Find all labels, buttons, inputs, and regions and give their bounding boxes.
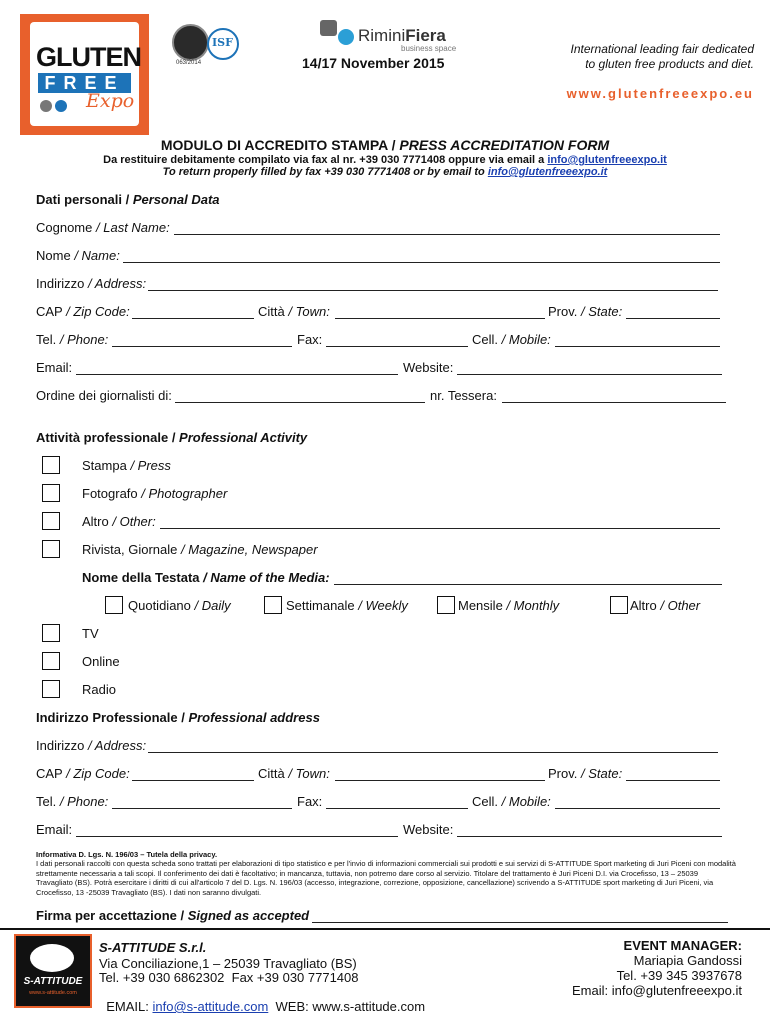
small-seal-icon (40, 100, 52, 112)
last-name-field[interactable] (174, 234, 720, 235)
event-date: 14/17 November 2015 (302, 55, 445, 71)
isf-mark-icon: ISF (207, 28, 239, 60)
pro-town-label: Città / Town: (258, 766, 330, 781)
pro-mobile-label: Cell. / Mobile: (472, 794, 551, 809)
gluten-free-expo-logo (20, 14, 149, 135)
fax-label: Fax: (297, 332, 323, 347)
order-field[interactable] (175, 402, 425, 403)
form-title: MODULO DI ACCREDITO STAMPA / PRESS ACCREDITATION FORM (160, 137, 610, 153)
footer-divider (0, 928, 770, 930)
tv-label: TV (82, 626, 99, 641)
website-field[interactable] (457, 374, 722, 375)
monthly-checkbox[interactable] (437, 596, 455, 614)
tagline-2: to gluten free products and diet. (585, 57, 754, 71)
town-label: Città / Town: (258, 304, 330, 319)
website-label: Website: (403, 360, 454, 375)
logo-line2: FREE (38, 73, 131, 93)
manager-tel: Tel. +39 345 3937678 (616, 968, 742, 983)
logo-line1: GLUTEN (36, 42, 141, 72)
pro-address-label: Indirizzo / Address: (36, 738, 147, 753)
media-name-field[interactable] (334, 584, 722, 585)
certification-seal-icon (172, 24, 209, 61)
activity-heading: Attività professionale / Professional Activity (36, 430, 308, 445)
monthly-label: Mensile / Monthly (458, 598, 560, 613)
media-name-label: Nome della Testata / Name of the Media: (82, 570, 330, 585)
s-attitude-logo-sub: www.s-attitude.com (29, 990, 77, 996)
instr-it-email-link[interactable]: info@glutenfreeexpo.it (547, 154, 667, 166)
seal-number: 063/2014 (176, 60, 202, 66)
pro-phone-field[interactable] (112, 808, 292, 809)
venue-name-a: Rimini (358, 26, 406, 45)
pro-zip-field[interactable] (132, 780, 254, 781)
photographer-label: Fotografo / Photographer (82, 486, 228, 501)
zip-label: CAP / Zip Code: (36, 304, 130, 319)
other-checkbox[interactable] (42, 512, 60, 530)
privacy-body: I dati personali raccolti con questa scheda sono trattati per elaborazioni di tipo statistico e per l'invio di informazioni commerciali sui prodotti e sui servizi di S-ATTITUDE Sport marketing di Juri Piceni con modalità strettamente necessaria a tali scopi. Il conferimento dei dati è facoltativo; in mancanza, tuttavia, non potremo dare corso al servizio. Titolare del trattamento è Juri Piceni D.I. via Crocefisso, 13 – 25039 Travagliato (BS). Potrà esercitare i diritti di cui all'articolo 7 del D. Lgs. N. 196/03 (accesso, integrazione, correzione, opposizione, cancellazione) scrivendo a S-ATTITUDE sport marketing di Juri Piceni, via Crocefisso, 13 -25039 Travagliato (BS). I dati non saranno divulgati. (36, 859, 736, 897)
tv-checkbox[interactable] (42, 624, 60, 642)
s-attitude-mark-icon (30, 944, 74, 972)
pro-state-label: Prov. / State: (548, 766, 623, 781)
phone-field[interactable] (112, 346, 292, 347)
pro-website-label: Website: (403, 822, 454, 837)
pro-zip-label: CAP / Zip Code: (36, 766, 130, 781)
radio-checkbox[interactable] (42, 680, 60, 698)
manager-title: EVENT MANAGER: (623, 938, 742, 953)
pro-fax-label: Fax: (297, 794, 323, 809)
footer-tel: Tel. +39 030 6862302 Fax +39 030 7771408 (99, 970, 359, 985)
riminifiera-wave-icon (338, 29, 354, 45)
s-attitude-logo-text: S-ATTITUDE (23, 976, 83, 987)
pro-mobile-field[interactable] (555, 808, 720, 809)
zip-field[interactable] (132, 318, 254, 319)
address-field[interactable] (148, 290, 718, 291)
other2-label: Altro / Other (630, 598, 701, 613)
pro-fax-field[interactable] (326, 808, 468, 809)
pro-address-field[interactable] (148, 752, 718, 753)
name-field[interactable] (123, 262, 720, 263)
last-name-label: Cognome / Last Name: (36, 220, 170, 235)
footer-web: WEB: www.s-attitude.com (268, 999, 426, 1014)
mobile-field[interactable] (555, 346, 720, 347)
other-field[interactable] (160, 528, 720, 529)
signature-label: Firma per accettazione / Signed as accepted (36, 908, 310, 923)
other2-checkbox[interactable] (610, 596, 628, 614)
manager-name: Mariapia Gandossi (633, 953, 742, 968)
magazine-checkbox[interactable] (42, 540, 60, 558)
address-label: Indirizzo / Address: (36, 276, 147, 291)
daily-label: Quotidiano / Daily (128, 598, 231, 613)
website-link[interactable]: www.glutenfreeexpo.eu (566, 86, 754, 101)
card-field[interactable] (502, 402, 726, 403)
pro-state-field[interactable] (626, 780, 720, 781)
tagline-1: International leading fair dedicated (570, 42, 754, 56)
instr-en-email-link[interactable]: info@glutenfreeexpo.it (487, 166, 608, 178)
email-field[interactable] (76, 374, 398, 375)
privacy-title: Informativa D. Lgs. N. 196/03 – Tutela della privacy. (36, 850, 218, 859)
venue-name-b: Fiera (405, 26, 446, 45)
pro-phone-label: Tel. / Phone: (36, 794, 109, 809)
radio-label: Radio (82, 682, 116, 697)
order-label: Ordine dei giornalisti di: (36, 388, 172, 403)
online-checkbox[interactable] (42, 652, 60, 670)
pro-address-heading: Indirizzo Professionale / Professional address (36, 710, 320, 725)
pro-website-field[interactable] (457, 836, 722, 837)
town-field[interactable] (335, 318, 545, 319)
manager-email: Email: info@glutenfreeexpo.it (571, 983, 742, 998)
email-label: Email: (36, 360, 73, 375)
state-field[interactable] (626, 318, 720, 319)
pro-town-field[interactable] (335, 780, 545, 781)
logo-line3: Expo (86, 90, 135, 112)
signature-field[interactable] (312, 922, 728, 923)
personal-heading: Dati personali / Personal Data (36, 192, 220, 207)
pro-email-field[interactable] (76, 836, 398, 837)
press-label: Stampa / Press (82, 458, 171, 473)
pro-email-label: Email: (36, 822, 73, 837)
name-label: Nome / Name: (36, 248, 120, 263)
footer-contacts: EMAIL: info@s-attitude.com WEB: www.s-attitude.com (106, 999, 426, 1014)
photographer-checkbox[interactable] (42, 484, 60, 502)
magazine-label: Rivista, Giornale / Magazine, Newspaper (82, 542, 318, 557)
small-isf-icon (55, 100, 67, 112)
other-label: Altro / Other: (82, 514, 156, 529)
card-label: nr. Tessera: (430, 388, 497, 403)
state-label: Prov. / State: (548, 304, 623, 319)
daily-checkbox[interactable] (105, 596, 123, 614)
fax-field[interactable] (326, 346, 468, 347)
online-label: Online (82, 654, 120, 669)
s-attitude-logo (14, 934, 92, 1008)
footer-email-link[interactable]: info@s-attitude.com (152, 999, 269, 1014)
instruction-en: To return properly filled by fax +39 030 7771408 or by email to info@glutenfreeexpo.it (162, 166, 608, 178)
instruction-it: Da restituire debitamente compilato via fax al nr. +39 030 7771408 oppure via email a info@glutenfreeexpo.it (103, 154, 667, 166)
mobile-label: Cell. / Mobile: (472, 332, 551, 347)
press-checkbox[interactable] (42, 456, 60, 474)
weekly-checkbox[interactable] (264, 596, 282, 614)
riminifiera-logo (320, 20, 470, 52)
phone-label: Tel. / Phone: (36, 332, 109, 347)
footer-company: S-ATTITUDE S.r.l. (99, 940, 207, 955)
weekly-label: Settimanale / Weekly (286, 598, 408, 613)
footer-address: Via Conciliazione,1 – 25039 Travagliato (BS) (99, 956, 357, 971)
venue-subtitle: business space (401, 44, 457, 53)
riminifiera-mark-icon (320, 20, 337, 36)
